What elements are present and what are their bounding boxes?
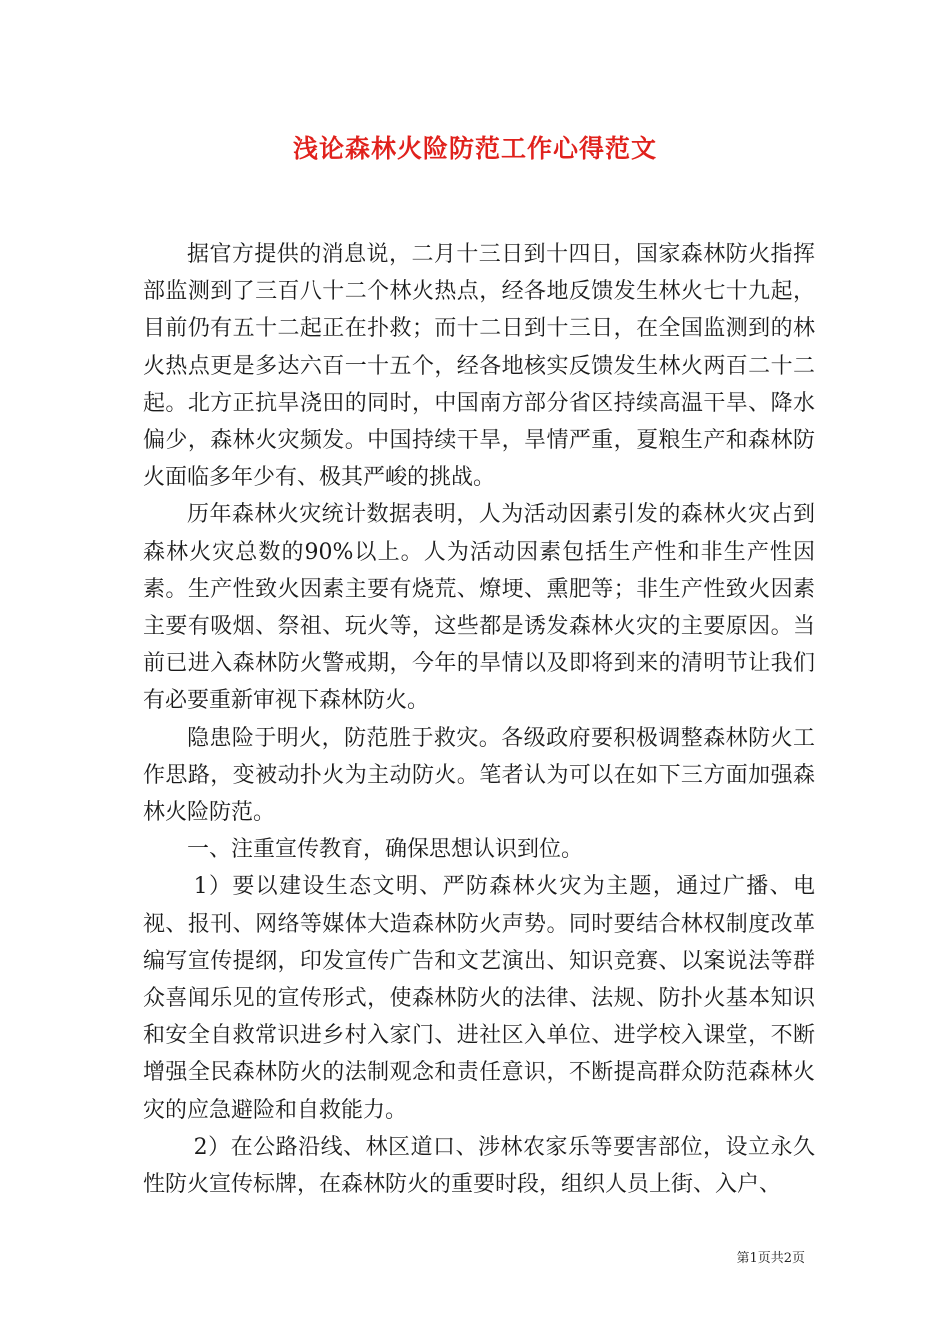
paragraph-item-2: 2）在公路沿线、林区道口、涉林农家乐等要害部位，设立永久性防火宣传标牌，在森林防火的重要时段，组织人员上街、入户、 (143, 1134, 815, 1198)
paragraph-2: 历年森林火灾统计数据表明，人为活动因素引发的森林火灾占到森林火灾总数的90%以上。人为活动因素包括生产性和非生产性因素。生产性致火因素主要有烧荒、燎埂、熏肥等；非生产性致火因素主要有吸烟、祭祖、玩火等，这些都是诱发森林火灾的主要原因。当前已进入森林防火警戒期，今年的旱情以及即将到来的清明节让我们有必要重新审视下森林防火。 (143, 502, 815, 714)
paragraph-item-1: 1）要以建设生态文明、严防森林火灾为主题，通过广播、电视、报刊、网络等媒体大造森林防火声势。同时要结合林权制度改革编写宣传提纲，印发宣传广告和文艺演出、知识竞赛、以案说法等群众喜闻乐见的宣传形式，使森林防火的法律、法规、防扑火基本知识和安全自救常识进乡村入家门、进社区入单位、进学校入课堂，不断增强全民森林防火的法制观念和责任意识，不断提高群众防范森林火灾的应急避险和自救能力。 (143, 874, 815, 1123)
document-body (143, 236, 815, 1203)
document-title: 浅论森林火险防范工作心得范文 (292, 134, 657, 163)
paragraph-1: 据官方提供的消息说，二月十三日到十四日，国家森林防火指挥部监测到了三百八十二个林火热点，经各地反馈发生林火七十九起，目前仍有五十二起正在扑救；而十二日到十三日，在全国监测到的林火热点更是多达六百一十五个，经各地核实反馈发生林火两百二十二起。北方正抗旱浇田的同时，中国南方部分省区持续高温干旱、降水偏少，森林火灾频发。中国持续干旱，旱情严重，夏粮生产和森林防火面临多年少有、极其严峻的挑战。 (143, 242, 815, 491)
page-number: 第1页共2页 (736, 1251, 805, 1266)
section-heading-1: 一、注重宣传教育，确保思想认识到位。 (187, 837, 584, 863)
paragraph-3: 隐患险于明火，防范胜于救灾。各级政府要积极调整森林防火工作思路，变被动扑火为主动防火。笔者认为可以在如下三方面加强森林火险防范。 (143, 725, 815, 826)
